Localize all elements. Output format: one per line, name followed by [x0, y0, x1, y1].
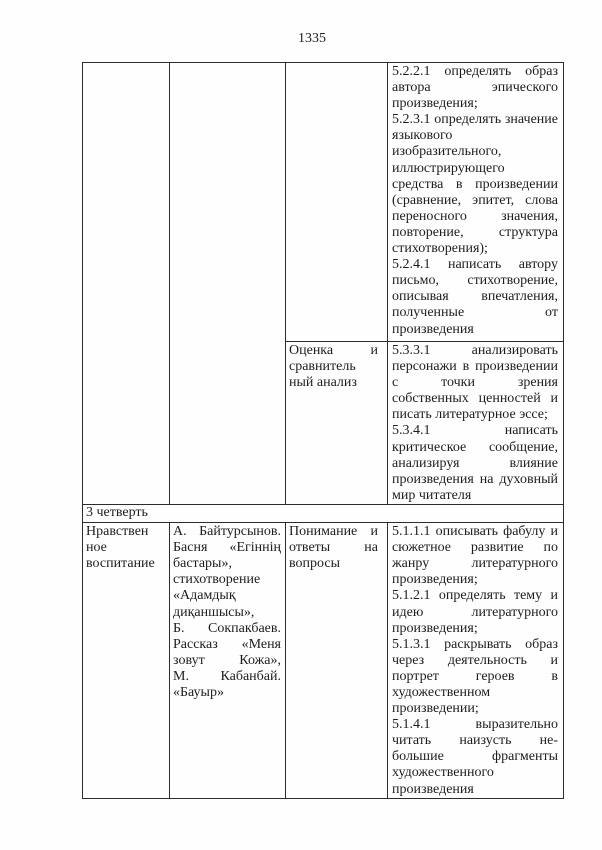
- objective-paragraph: 5.1.2.1 определять тему и идею литературного произведения;: [392, 588, 558, 636]
- cell-skill-row1-empty: [286, 63, 388, 342]
- cell-theme-continued-empty: [83, 63, 170, 505]
- objective-paragraph: 5.1.1.1 описывать фабулу и сюжетное развитие по жанру литературного произведения;: [392, 524, 558, 588]
- objective-paragraph: 5.2.4.1 написать автору письмо, стихотворение, описывая впечатления, полученные от произведения: [392, 257, 558, 337]
- page-number: 1335: [298, 31, 326, 46]
- section-header-cell: 3 четверть: [83, 504, 564, 522]
- skill-label: Понимание и ответы на вопросы: [289, 524, 378, 572]
- cell-theme: [83, 523, 170, 799]
- objective-paragraph: 5.1.4.1 выразительно читать наизусть не- большие фрагменты художественного произведения: [392, 717, 558, 797]
- works-list: А. Байтурсынов. Басня «Егіннің бастары», стихотворение «Адамдық диқаншысы», Б. Сокпакбаев. Рассказ «Меня зовут Кожа», М. Кабанбай. «Бауыр»: [173, 524, 281, 700]
- objective-paragraph: 5.3.4.1 написать критическое сообщение, анализируя влияние произведения на духовный мир читателя: [392, 423, 558, 503]
- table-row-continued-1: [83, 63, 564, 342]
- skill-label: Оценка и сравнитель ный анализ: [289, 343, 378, 391]
- cell-objectives-row2: [388, 342, 564, 505]
- cell-objectives-row1: [388, 63, 564, 342]
- cell-skill: [286, 523, 388, 799]
- objective-paragraph: 5.2.3.1 определять значение языкового изобразительного, иллюстрирующего средства в произведении (сравнение, эпитет, слова переносного значения, повторение, структура стихотворения);: [392, 112, 558, 257]
- cell-works-continued-empty: [170, 63, 286, 505]
- cell-works: [170, 523, 286, 799]
- cell-objectives: [388, 523, 564, 799]
- theme-label: Нравствен ное воспитание: [86, 524, 155, 572]
- objective-paragraph: 5.3.3.1 анализировать персонажи в произведении с точки зрения собственных ценностей и писать литературное эссе;: [392, 343, 558, 423]
- objective-paragraph: 5.1.3.1 раскрывать образ через деятельность и портрет героев в художественном произведении;: [392, 636, 558, 717]
- cell-skill-row2: [286, 342, 388, 505]
- objective-paragraph: 5.2.2.1 определять образ автора эпического произведения;: [392, 64, 558, 112]
- curriculum-table: [82, 62, 564, 799]
- section-header-row: [83, 504, 564, 522]
- table-row-theme: [83, 523, 564, 799]
